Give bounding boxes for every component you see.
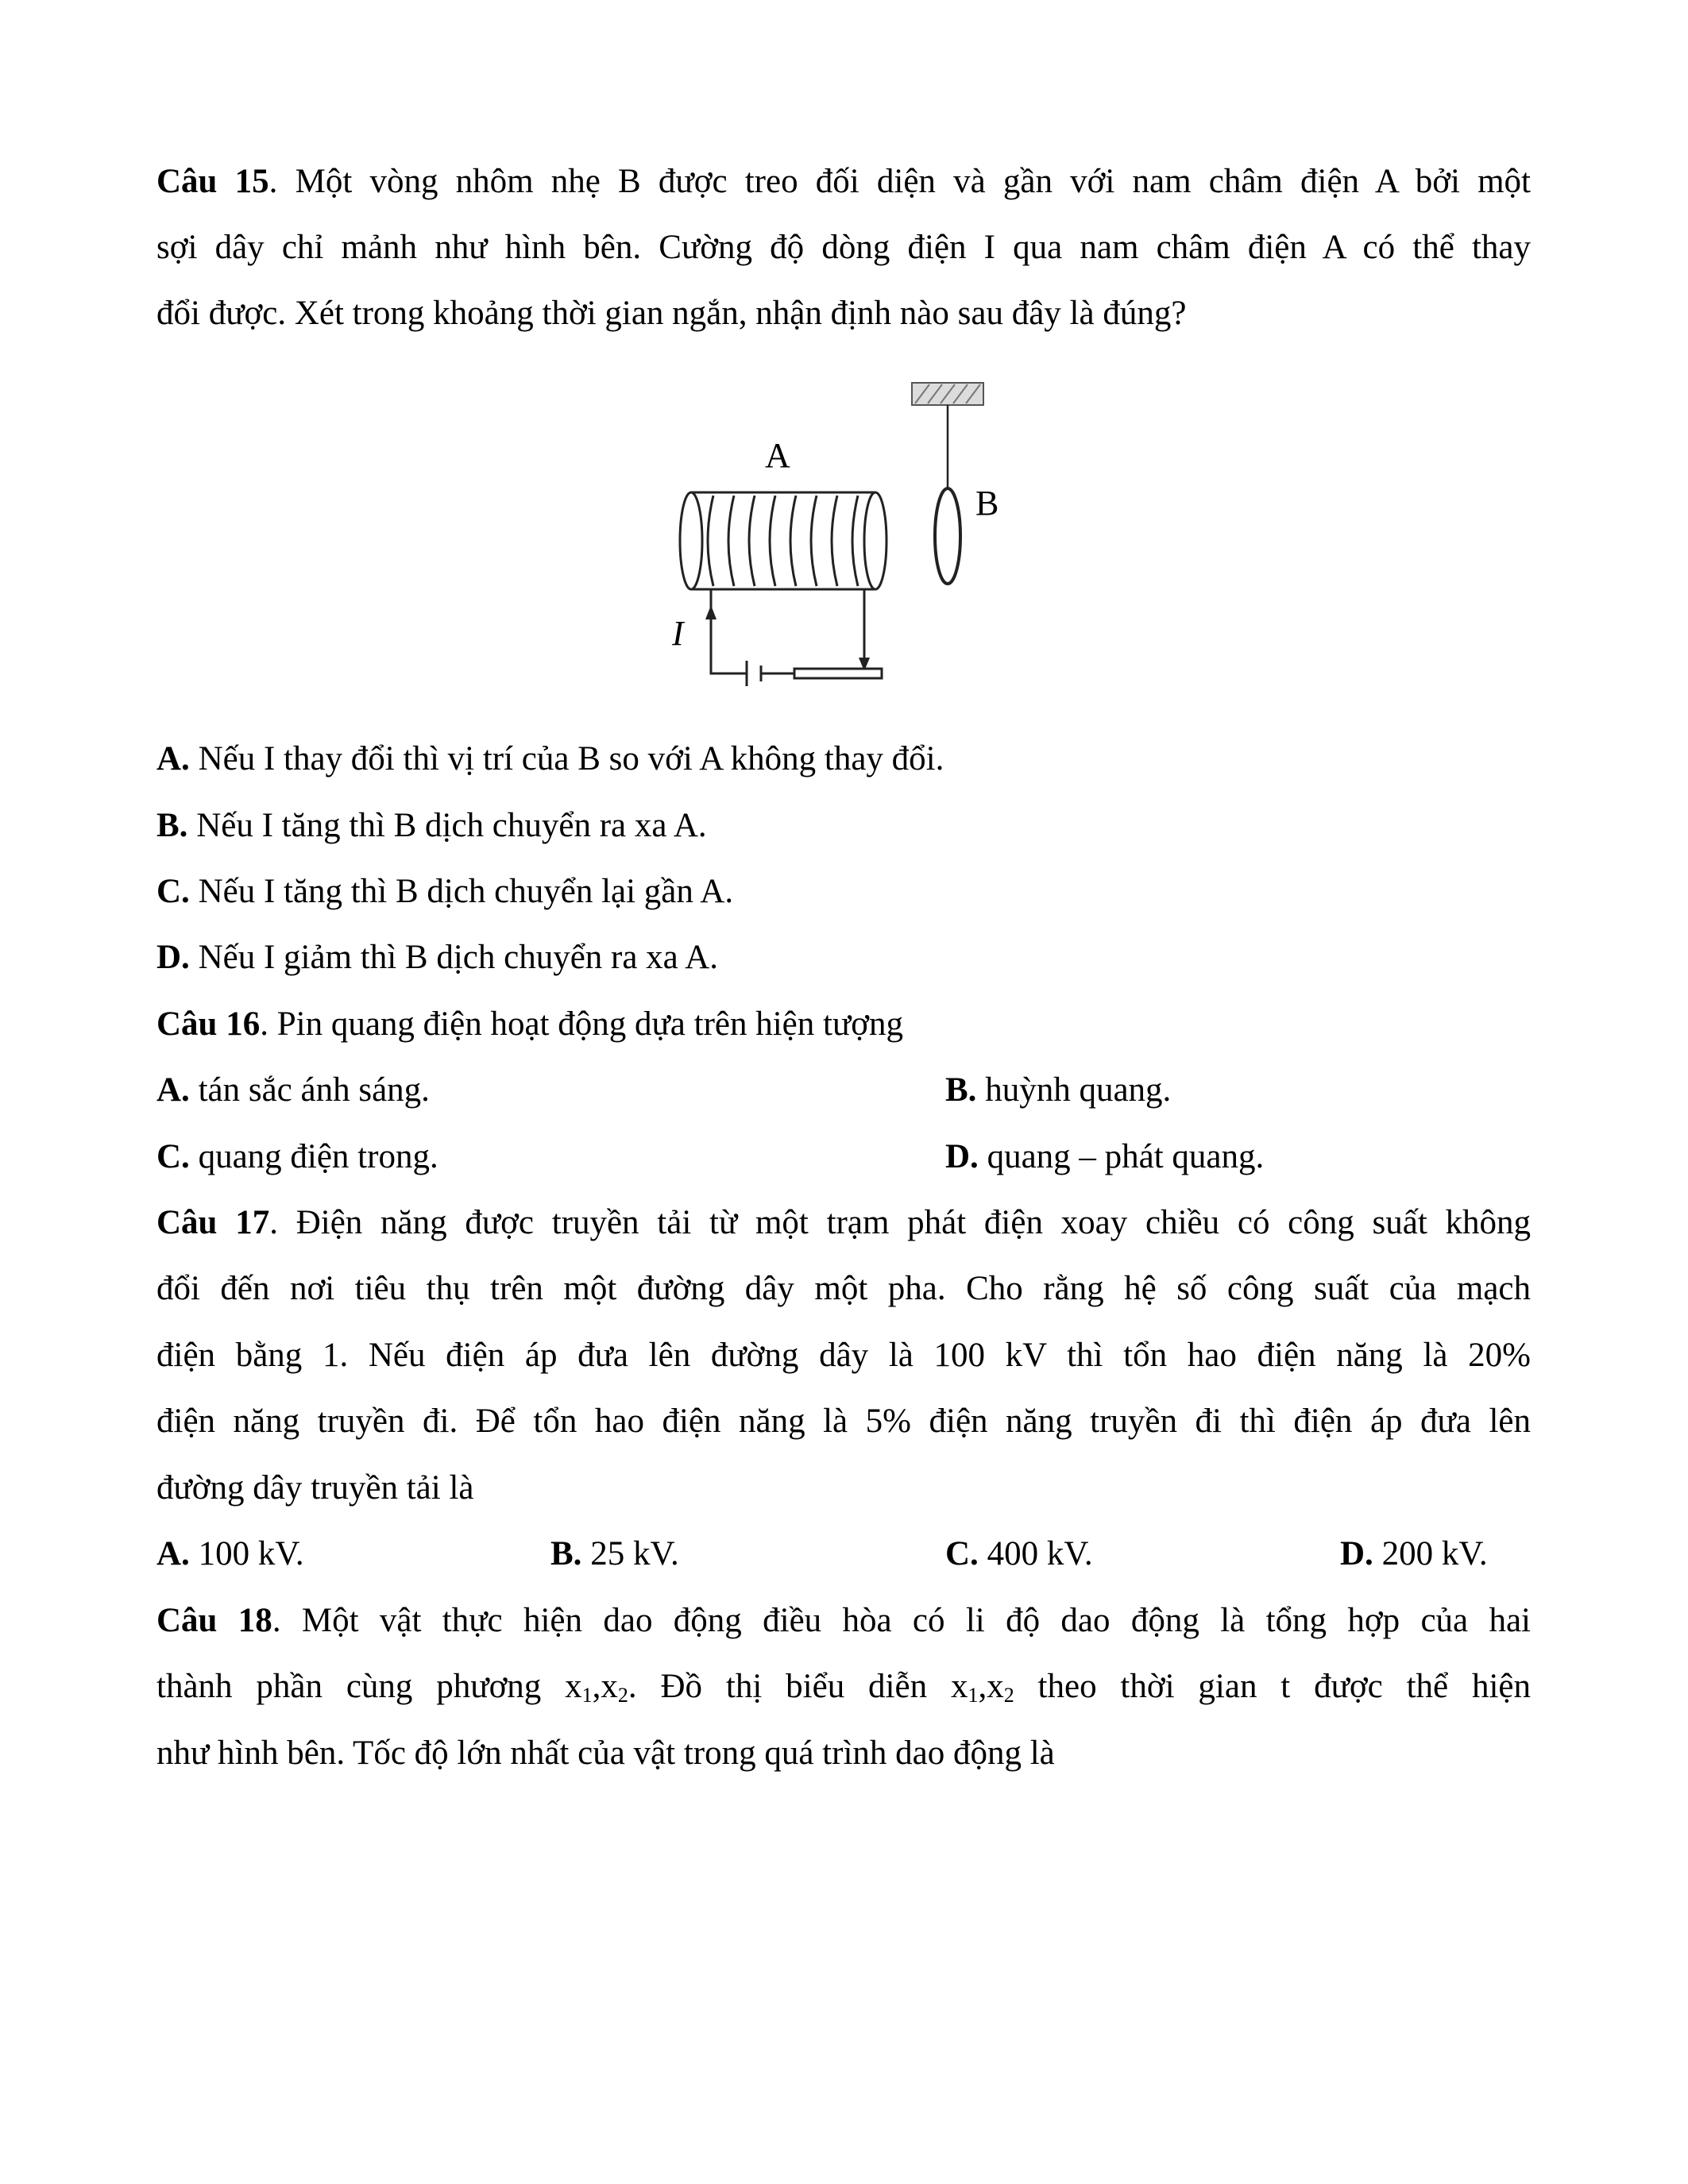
q17-line-1: Câu 17. Điện năng được truyền tải từ một trạm phát điện xoay chiều có công suất không [156, 1204, 1531, 1241]
current-arrow-icon [705, 605, 717, 619]
q16-label: Câu 16 [156, 1005, 261, 1043]
q16-option-c: C. quang điện trong. [156, 1138, 438, 1175]
q15-line-1: Câu 15. Một vòng nhôm nhẹ B được treo đối diện và gần với nam châm điện A bởi một [156, 163, 1532, 200]
q15-label: Câu 15 [156, 163, 269, 200]
q16-option-b: B. huỳnh quang. [945, 1071, 1172, 1109]
coil-a [680, 492, 886, 589]
q17-option-d: D. 200 kV. [1340, 1535, 1488, 1572]
q17-line-5: đường dây truyền tải là [156, 1469, 474, 1507]
q15-option-d: D. Nếu I giảm thì B dịch chuyển ra xa A. [156, 939, 718, 976]
q17-option-c: C. 400 kV. [945, 1535, 1093, 1572]
electromagnet-figure [667, 373, 1009, 699]
q17-line-3: điện bằng 1. Nếu điện áp đưa lên đường dây là 100 kV thì tổn hao điện năng là 20% [156, 1337, 1531, 1374]
battery-icon [747, 661, 761, 686]
aluminum-ring-b [935, 488, 960, 584]
q17-option-b: B. 25 kV. [550, 1535, 679, 1572]
q17-line-2: đổi đến nơi tiêu thụ trên một đường dây một pha. Cho rằng hệ số công suất của mạch [156, 1270, 1531, 1307]
label-a: A [765, 436, 790, 475]
label-b: B [975, 484, 999, 523]
q16-option-a: A. tán sắc ánh sáng. [156, 1071, 430, 1109]
q17-line-4: điện năng truyền đi. Để tổn hao điện năng là 5% điện năng truyền đi thì điện áp đưa lên [156, 1403, 1531, 1440]
var-t: t [1280, 1668, 1291, 1705]
q18-label: Câu 18 [156, 1602, 272, 1639]
q16-option-d: D. quang – phát quang. [945, 1138, 1265, 1175]
var-x1-x2: $x_1,x_2$ [565, 1668, 628, 1707]
label-i: I [672, 614, 684, 653]
q15-line-2: sợi dây chỉ mảnh như hình bên. Cường độ dòng điện I qua nam châm điện A có thể thay [156, 229, 1531, 266]
circuit-wires [711, 589, 864, 673]
q15-option-a: A. Nếu I thay đổi thì vị trí của B so với A không thay đổi. [156, 740, 944, 778]
rheostat-icon [794, 669, 882, 678]
q18-line-2: thành phần cùng phương $x_1,x_2$. Đồ thị biểu diễn $x_1,x_2$ theo thời gian t được thể hiện [156, 1668, 1531, 1707]
q15-line-3: đổi được. Xét trong khoảng thời gian ngắn, nhận định nào sau đây là đúng? [156, 295, 1187, 332]
q15-option-c: C. Nếu I tăng thì B dịch chuyển lại gần A. [156, 873, 734, 910]
q18-line-3: như hình bên. Tốc độ lớn nhất của vật trong quá trình dao động là [156, 1734, 1055, 1772]
q16-stem: Câu 16. Pin quang điện hoạt động dựa trên hiện tượng [156, 1005, 903, 1043]
q18-line-1: Câu 18. Một vật thực hiện dao động điều hòa có li độ dao động là tổng hợp của hai [156, 1602, 1531, 1639]
q15-option-b: B. Nếu I tăng thì B dịch chuyển ra xa A. [156, 807, 707, 844]
q17-option-a: A. 100 kV. [156, 1535, 304, 1572]
q17-label: Câu 17 [156, 1204, 270, 1241]
ceiling-support-icon [912, 383, 983, 405]
var-x1-x2-second: $x_1,x_2$ [950, 1668, 1014, 1707]
